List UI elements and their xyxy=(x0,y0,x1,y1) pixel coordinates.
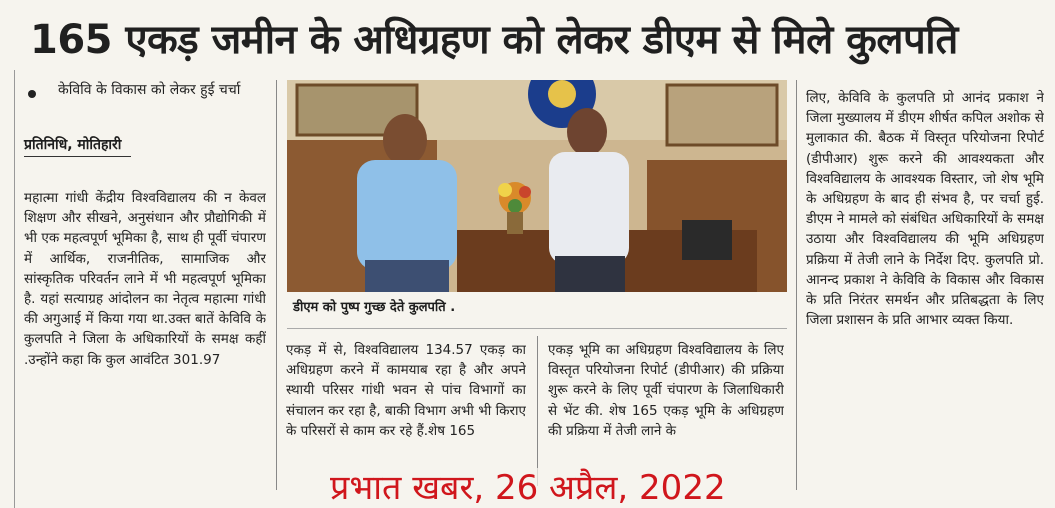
article-column-1: महात्मा गांधी केंद्रीय विश्वविद्यालय की न केवल शिक्षण और सीखने, अनुसंधान और प्रौद्योगिकी में भी एक महत्वपूर्ण भूमिका है, साथ ही पूर्वी चंपारण में आर्थिक, राजनीतिक, सामाजिक और सांस्कृतिक परिवर्तन लाने में भी महत्वपूर्ण भूमिका है. यहां सत्याग्रह आंदोलन का नेतृत्व महात्मा गांधी की अगुआई में किया गया था.उक्त बातें केविवि के कुलपति ने जिला के अधिकारियों के समक्ष कहीं .उन्होंने कहा कि कुल आवंटित 301.97 xyxy=(24,190,266,368)
article-column-2: एकड़ में से, विश्वविद्यालय 134.57 एकड़ का अधिग्रहण करने में कामयाब रहा है और अपने स्थायी परिसर गांधी भवन से पांच विभागों का संचालन कर रहा है, बाकी विभाग अभी भी किराए के परिसरों से काम कर रहे हैं.शेष 165 xyxy=(286,342,526,439)
column-divider xyxy=(276,80,277,490)
photo-caption xyxy=(287,294,787,329)
subheadline: केविवि के विकास को लेकर हुई चर्चा xyxy=(58,82,241,98)
photo-caption-text: डीएम को पुष्प गुच्छ देते कुलपति . xyxy=(293,300,456,315)
news-photo xyxy=(287,80,787,292)
bullet-icon xyxy=(28,90,36,98)
adjacent-column-edge xyxy=(0,70,15,508)
headline: 165 एकड़ जमीन के अधिग्रहण को लेकर डीएम से मिले कुलपति xyxy=(30,17,958,63)
source-date-stamp: प्रभात खबर, 26 अप्रैल, 2022 xyxy=(330,468,726,508)
byline: प्रतिनिधि, मोतिहारी xyxy=(24,134,131,157)
article-column-3: एकड़ भूमि का अधिग्रहण विश्वविद्यालय के लिए विस्तृत परियोजना रिपोर्ट (डीपीआर) की प्रक्रिया शुरू करने के लिए पूर्वी चंपारण के जिलाधिकारी से भेंट की. शेष 165 एकड़ भूमि के अधिग्रहण की प्रक्रिया में तेजी लाने के xyxy=(548,342,784,439)
article-column-4: लिए, केविवि के कुलपति प्रो आनंद प्रकाश ने जिला मुख्यालय में डीएम शीर्षत कपिल अशोक से मुलाकात की. बैठक में विस्तृत परियोजना रिपोर्ट (डीपीआर) शुरू करने की आवश्यकता और विश्वविद्यालय के आवश्यक विस्तार, जो शेष भूमि के अधिग्रहण के बाद ही संभव है, पर चर्चा हुई. डीएम ने मामले को संबंधित अधिकारियों के समक्ष उठाया और विश्वविद्यालय की भूमि अधिग्रहण प्रक्रिया में तेजी लाने के निर्देश दिए. कुलपति प्रो. आनन्द प्रकाश ने केविवि के विकास और विकास के प्रति निरंतर समर्थन और प्रतिबद्धता के लिए जिला प्रशासन के प्रति आभार व्यक्त किया. xyxy=(806,90,1044,329)
column-divider xyxy=(537,336,538,486)
column-divider xyxy=(796,80,797,490)
photo-illustration xyxy=(287,80,787,292)
